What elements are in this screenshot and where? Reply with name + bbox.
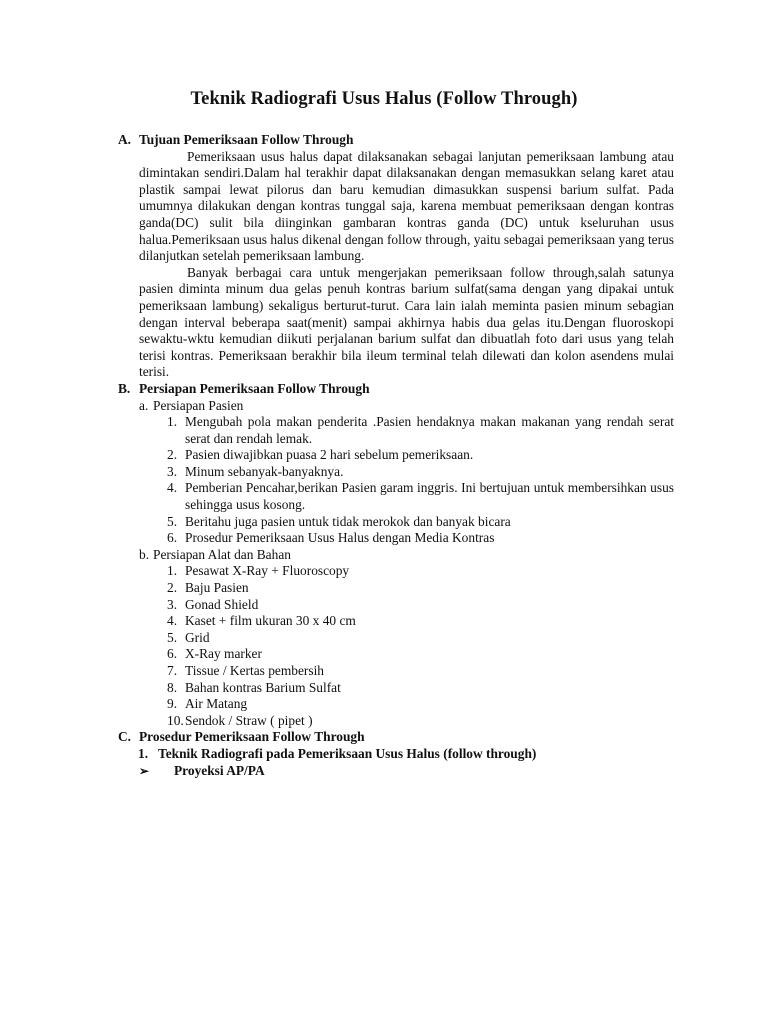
list-item-text: Prosedur Pemeriksaan Usus Halus dengan Media Kontras <box>185 530 495 546</box>
section-c-heading <box>118 729 674 746</box>
list-item-number: 2. <box>167 580 178 596</box>
section-b-heading <box>118 381 674 398</box>
document-title: Teknik Radiografi Usus Halus (Follow Through) <box>190 89 578 109</box>
list-item <box>118 530 674 547</box>
list-item <box>118 464 674 481</box>
list-item <box>118 480 674 513</box>
list-item-number: 2. <box>167 447 178 463</box>
list-item-number: 9. <box>167 696 178 712</box>
list-item-number: 8. <box>167 679 178 695</box>
list-item <box>118 580 674 597</box>
list-item-number: 4. <box>167 480 178 496</box>
list-item-text: Bahan kontras Barium Sulfat <box>185 679 341 695</box>
list-item-text: Mengubah pola makan penderita .Pasien hendaknya makan makanan yang rendah serat serat dan rendah lemak. <box>185 414 674 446</box>
list-item-number: 1. <box>167 414 178 430</box>
list-item-text: Pemberian Pencahar,berikan Pasien garam inggris. Ini bertujuan untuk membersihkan usus sehingga usus kosong. <box>185 480 674 513</box>
list-item-number: 1. <box>167 563 178 579</box>
subsection-b-b-title: Persiapan Alat dan Bahan <box>153 546 291 562</box>
subsection-b-a-title: Persiapan Pasien <box>153 397 244 413</box>
list-item-text: Sendok / Straw ( pipet ) <box>185 712 313 728</box>
list-item <box>118 563 674 580</box>
list-item <box>118 713 674 730</box>
list-item <box>118 613 674 630</box>
subsection-b-a-heading <box>118 398 674 415</box>
list-item-text: Kaset + film ukuran 30 x 40 cm <box>185 613 356 629</box>
list-item-number: 5. <box>167 513 178 529</box>
section-c-marker: C. <box>118 729 132 745</box>
section-b-title: Persiapan Pemeriksaan Follow Through <box>139 380 370 396</box>
section-a-title: Tujuan Pemeriksaan Follow Through <box>139 132 354 147</box>
subsection-b-b-heading <box>118 547 674 564</box>
section-c-subheading <box>118 746 674 763</box>
list-item <box>118 630 674 647</box>
subsection-b-a-marker: a. <box>139 397 149 413</box>
list-item-text: Pesawat X-Ray + Fluoroscopy <box>185 563 350 579</box>
list-item-text: Air Matang <box>185 696 248 712</box>
section-b-marker: B. <box>118 380 131 396</box>
subsection-b-b-marker: b. <box>139 546 150 562</box>
section-a-paragraph-1: Pemeriksaan usus halus dapat dilaksanakan sebagai lanjutan pemeriksaan lambung atau dimintakan sendiri.Dalam hal terakhir dapat dilaksanakan dengan memasukkan selang karet atau plastik sampai lewat pilorus dan baru kemudian dimasukkan suspensi barium sulfat. Pada umumnya dilakukan dengan kontras tunggal saja, karena membuat pemeriksaan dengan kontras ganda(DC) sulit bila diinginkan gambaran kontras ganda (DC) untuk kseluruhan usus halua.Pemeriksaan usus halus dikenal dengan follow through, yaitu sebagai pemeriksaan yang terus dilanjutkan setelah pemeriksaan lambung. <box>139 148 674 264</box>
list-item <box>118 447 674 464</box>
list-item-number: 3. <box>167 596 178 612</box>
list-item-number: 5. <box>167 629 178 645</box>
list-item <box>118 663 674 680</box>
list-item-number: 6. <box>167 646 178 662</box>
arrow-bullet-icon: ➢ <box>139 763 150 778</box>
section-a-paragraph-2: Banyak berbagai cara untuk mengerjakan pemeriksaan follow through,salah satunya pasien diminta minum dua gelas penuh kontras barium sulfat(sama dengan yang dipakai untuk pemeriksaan lambung) sekaligus berturut-turut. Cara lain ialah meminta pasien minum sebagian dengan interval beberapa saat(menit) sampai akhirnya habis dua gelas itu.Dengan fluoroskopi sewaktu-wktu kemudian diikuti perjalanan barium sulfat dan dibuatlah foto dari usus yang telah terisi kontras. Pemeriksaan berakhir bila ileum terminal telah dilewati dan kolon asendens mulai terisi. <box>139 264 674 380</box>
list-item-number: 3. <box>167 463 178 479</box>
list-item <box>118 646 674 663</box>
list-item <box>118 597 674 614</box>
section-a-heading <box>118 132 674 149</box>
bullet-item <box>118 763 674 780</box>
section-a-marker: A. <box>118 132 132 147</box>
bullet-item-text: Proyeksi AP/PA <box>174 762 265 778</box>
list-item <box>118 514 674 531</box>
list-item <box>118 414 674 447</box>
list-item-text: X-Ray marker <box>185 646 262 662</box>
list-item <box>118 696 674 713</box>
list-item-text: Pasien diwajibkan puasa 2 hari sebelum pemeriksaan. <box>185 447 474 463</box>
section-c-sub-marker: 1. <box>138 745 149 761</box>
list-item-text: Tissue / Kertas pembersih <box>185 663 324 678</box>
list-item-text: Minum sebanyak-banyaknya. <box>185 463 344 479</box>
list-item-text: Gonad Shield <box>185 596 259 612</box>
list-item-number: 6. <box>167 530 178 546</box>
document-body <box>118 132 674 779</box>
list-item <box>118 680 674 697</box>
list-item-number: 7. <box>167 663 178 678</box>
list-item-text: Grid <box>185 629 210 645</box>
list-item-text: Baju Pasien <box>185 580 249 596</box>
list-item-number: 4. <box>167 613 178 629</box>
list-item-text: Beritahu juga pasien untuk tidak merokok dan banyak bicara <box>185 513 511 529</box>
section-c-sub-title: Teknik Radiografi pada Pemeriksaan Usus Halus (follow through) <box>158 745 537 761</box>
section-c-title: Prosedur Pemeriksaan Follow Through <box>139 729 365 745</box>
list-item-number: 10. <box>167 712 184 728</box>
